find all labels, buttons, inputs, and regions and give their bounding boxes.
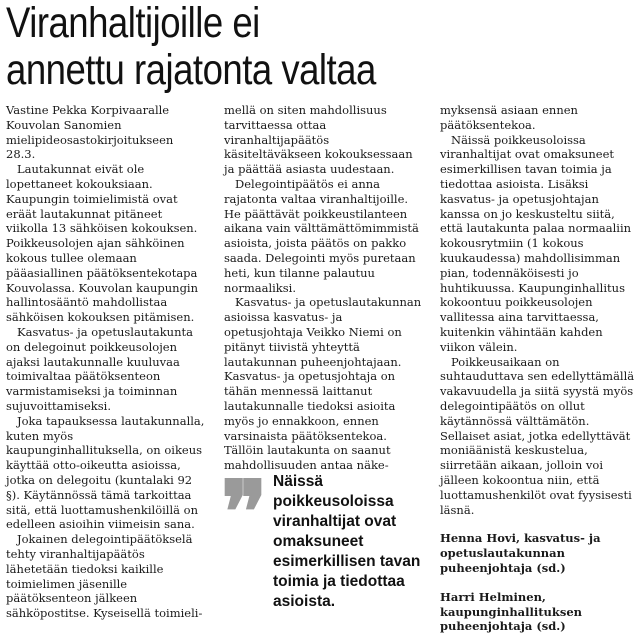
signature: Henna Hovi, kasvatus- ja opetuslautakunnan puheenjohtaja (sd.) — [440, 531, 601, 575]
article-paragraph: Poikkeusaikaan on suhtauduttava sen edellyttämällä vakavuudella ja siitä syystä myös delegointipäätös on ollut käytännössä välttämätön. Sellaiset asiat, jotka edellyttävät moniäänistä keskustelua, siirretään aikaan, jolloin voi jälleen kokoontua niin, että luottamushenkilöt ovat fyysisesti läsnä. — [440, 354, 635, 517]
article-paragraph: Kasvatus- ja opetuslautakunta on delegoinut poikkeusolojen ajaksi lautakunnalle kuuluvaa toimivaltaa päätöksenteon varmistamiseksi ja toiminnan sujuvoittamiseksi. — [6, 324, 193, 413]
article-column-1 — [6, 103, 206, 621]
pull-quote-text: Näissä poikkeusoloissa viranhaltijat ovat omaksuneet esimerkillisen tavan toimia ja tiedottaa asioista. — [273, 473, 421, 610]
quote-mark-icon: ❞ — [221, 462, 268, 563]
article-paragraph: Kasvatus- ja opetuslautakunnan asioissa kasvatus- ja opetusjohtaja Veikko Niemi on pitänyt tiivistä yhteyttä lautakunnan puheenjohtajaan. Kasvatus- ja opetusjohtaja on tähän mennessä laittanut lautakunnalle tiedoksi asioita myös jo ennakkoon, ennen varsinaista päätöksentekoa. Tällöin lautakunta on saanut mahdollisuuden antaa näke- — [224, 295, 422, 473]
headline-line-2: annettu rajatonta valtaa — [6, 46, 376, 94]
article-paragraph: myksensä asiaan ennen päätöksentekoa. — [440, 103, 578, 132]
article-paragraph: Delegointipäätös ei anna rajatonta valtaa viranhaltijoille. He päättävät poikkeustilanteen aikana vain välttämättömimmistä asioista, joista päätös on pakko saada. Delegointi myös puretaan heti, kun tilanne palautuu normaaliksi. — [224, 176, 419, 295]
pull-quote — [221, 462, 426, 610]
article-column-3 — [440, 103, 635, 634]
signature: Harri Helminen, kaupunginhallituksen puheenjohtaja (sd.) — [440, 589, 583, 634]
headline — [6, 0, 636, 94]
headline-line-1: Viranhaltijoille ei — [6, 0, 260, 47]
article-paragraph: Lautakunnat eivät ole lopettaneet kokouksiaan. Kaupungin toimielimistä ovat eräät lautakunnat pitäneet viikolla 13 sähköisen kokouksen. Poikkeusolojen ajan sähköinen kokous tullee olemaan pääasiallinen päätöksentekotapa Kouvolassa. Kouvolan kaupungin hallintosääntö mahdollistaa sähköisen kokouksen pitämisen. — [6, 162, 199, 325]
article-paragraph: Näissä poikkeusoloissa viranhaltijat ovat omaksuneet esimerkillisen tavan toimia ja tiedottaa asioista. Lisäksi kasvatus- ja opetusjohtajan kanssa on jo keskusteltu siitä, että lautakunta palaa normaaliin kokousrytmiin (1 kokous kuukaudessa) mahdollisimman pian, todennäköisesti jo huhtikuussa. Kaupunginhallitus kokoontuu poikkeusolojen vallitessa aina tarvittaessa, kuitenkin vähintään kahden viikon välein. — [440, 132, 632, 354]
article-paragraph: Jokainen delegointipäätökselä tehty viranhaltijapäätös lähetetään tiedoksi kaikille toimielimen jäsenille päätöksenteon jälkeen sähköpostitse. Kyseisellä toimieli- — [6, 532, 203, 621]
article-paragraph: Joka tapauksessa lautakunnalla, kuten myös kaupunginhallituksella, on oikeus käyttää otto-oikeutta asioissa, jotka on delegoitu (kuntalaki 92 §). Käytännössä tämä tarkoittaa sitä, että luottamushenkilöillä on edelleen asioihin viimeisin sana. — [6, 413, 205, 532]
article-paragraph: mellä on siten mahdollisuus tarvittaessa ottaa viranhaltijapäätös käsiteltäväkseen kokouksessaan ja päättää asiasta uudestaan. — [224, 103, 413, 177]
article-paragraph: Vastine Pekka Korpivaaralle Kouvolan Sanomien mielipideosastokirjoitukseen 28.3. — [6, 103, 174, 162]
article-column-2 — [224, 103, 424, 473]
